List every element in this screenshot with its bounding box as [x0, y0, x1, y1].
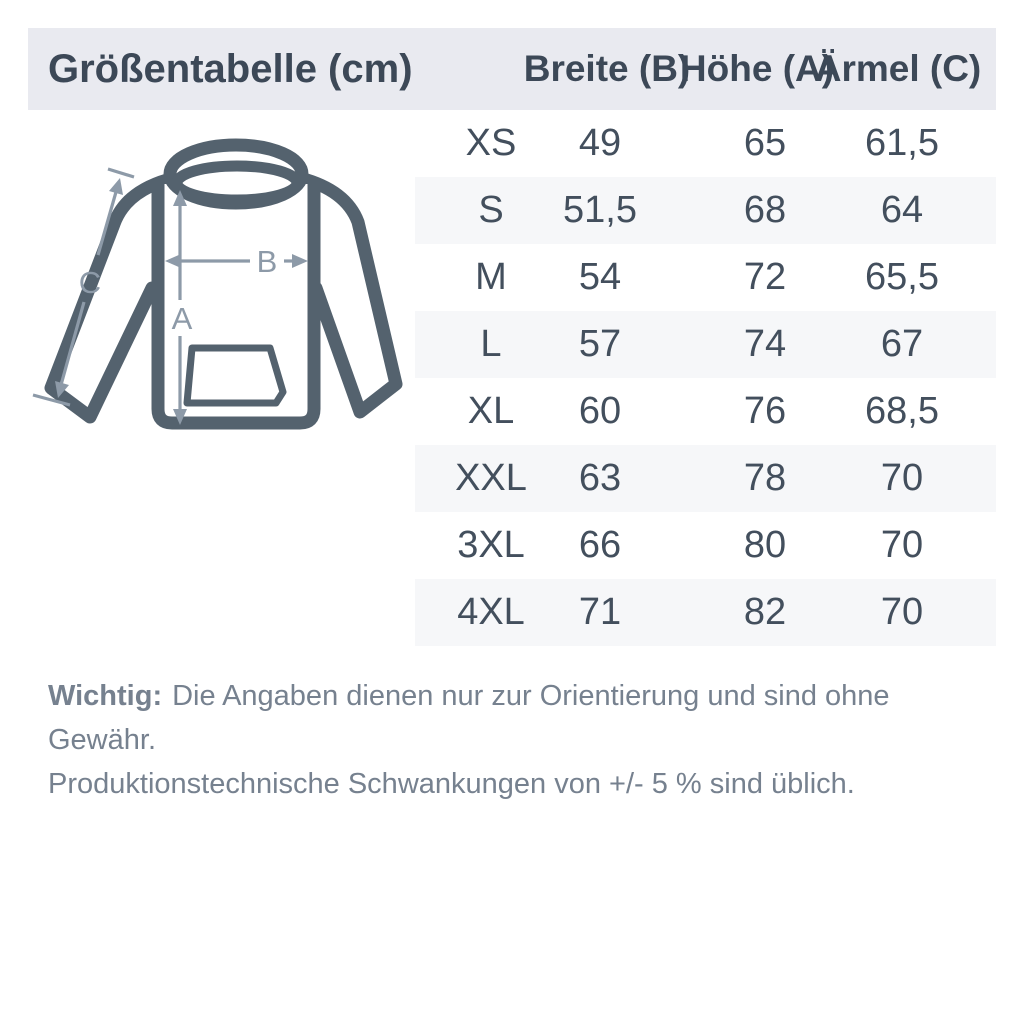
- hoodie-diagram: [24, 130, 414, 440]
- hoehe-cell: 82: [743, 591, 787, 633]
- arrow-c-head-up-icon: [109, 178, 123, 195]
- column-header-aermel: Ärmel (C): [814, 48, 982, 89]
- aermel-cell: 70: [880, 457, 924, 499]
- table-row: [415, 378, 996, 445]
- size-cell: S: [478, 189, 504, 231]
- hood-inner-icon: [177, 166, 297, 200]
- page-title: Größentabelle (cm): [48, 47, 413, 91]
- breite-cell: 63: [578, 457, 622, 499]
- table-row: [415, 579, 996, 646]
- breite-cell: 49: [578, 122, 622, 164]
- table-row: [415, 110, 996, 177]
- aermel-cell: 67: [880, 323, 924, 365]
- hoehe-cell: 80: [743, 524, 787, 566]
- breite-cell: 71: [578, 591, 622, 633]
- label-b: B: [256, 244, 278, 279]
- breite-cell: 57: [578, 323, 622, 365]
- aermel-cell: 70: [880, 591, 924, 633]
- important-label: Wichtig:: [48, 680, 163, 712]
- size-cell: M: [475, 256, 507, 298]
- size-cell: XL: [467, 390, 515, 432]
- pocket-icon: [187, 348, 283, 403]
- breite-cell: 66: [578, 524, 622, 566]
- aermel-cell: 65,5: [865, 256, 939, 298]
- size-cell: XS: [465, 122, 517, 164]
- table-row: [415, 445, 996, 512]
- disclaimer-note: [48, 674, 958, 806]
- hoehe-cell: 76: [743, 390, 787, 432]
- table-row: [415, 244, 996, 311]
- aermel-cell: 61,5: [865, 122, 939, 164]
- size-cell: 4XL: [457, 591, 525, 633]
- table-row: [415, 311, 996, 378]
- hoehe-cell: 65: [743, 122, 787, 164]
- hoehe-cell: 74: [743, 323, 787, 365]
- label-a: A: [171, 301, 193, 336]
- column-header-breite: Breite (B): [523, 48, 691, 89]
- size-cell: 3XL: [457, 524, 525, 566]
- table-row: [415, 177, 996, 244]
- aermel-cell: 64: [880, 189, 924, 231]
- size-cell: XXL: [455, 457, 527, 499]
- table-header-bar: [28, 28, 996, 110]
- size-cell: L: [480, 323, 502, 365]
- disclaimer-line-2: Produktionstechnische Schwankungen von +/- 5 % sind üblich.: [48, 768, 855, 800]
- hoehe-cell: 68: [743, 189, 787, 231]
- size-table: [415, 110, 996, 646]
- label-c: C: [78, 265, 102, 300]
- disclaimer-text-1: Die Angaben dienen nur zur Orientierung und sind ohne Gewähr.: [48, 680, 890, 756]
- hoodie-icon: [24, 130, 414, 440]
- table-row: [415, 512, 996, 579]
- disclaimer-line-1: [48, 674, 958, 762]
- hoehe-cell: 72: [743, 256, 787, 298]
- hoehe-cell: 78: [743, 457, 787, 499]
- aermel-cell: 68,5: [865, 390, 939, 432]
- breite-cell: 51,5: [563, 189, 637, 231]
- column-header-hoehe: Höhe (A): [679, 48, 835, 89]
- breite-cell: 60: [578, 390, 622, 432]
- aermel-cell: 70: [880, 524, 924, 566]
- breite-cell: 54: [578, 256, 622, 298]
